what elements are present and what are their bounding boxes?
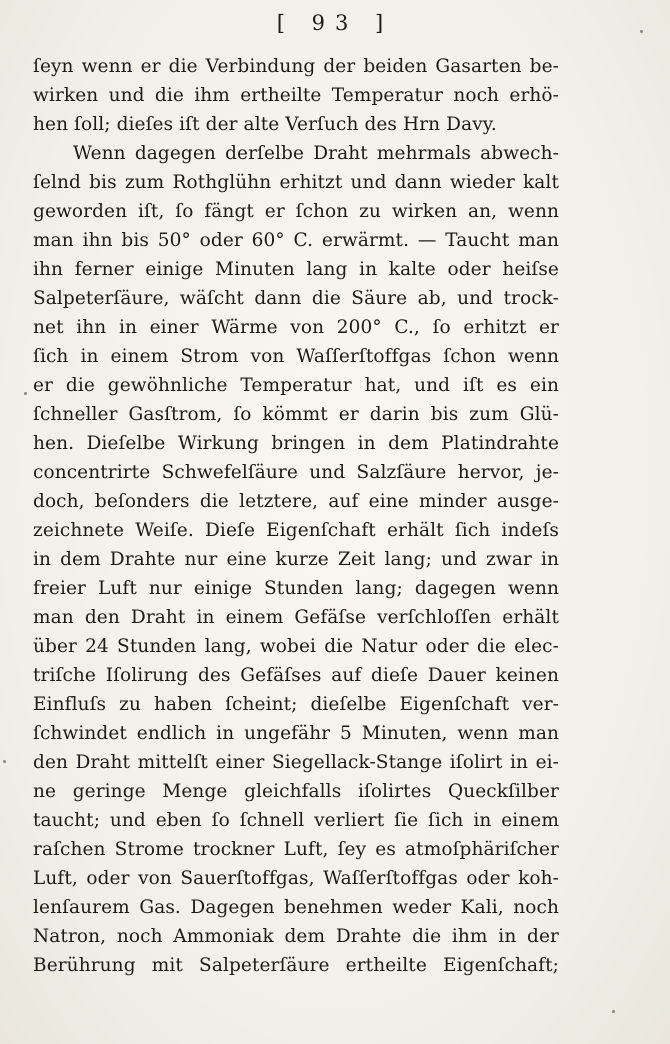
text-line: über 24 Stunden lang, wobei die Natur oder die elec- bbox=[33, 636, 559, 657]
text-line: ſelnd bis zum Rothglühn erhitzt und dann wieder kalt bbox=[33, 172, 559, 193]
text-line: zeichnete Weiſe. Dieſe Eigenſchaft erhält ſich indeſs bbox=[33, 520, 559, 541]
text-line: Natron, noch Ammoniak dem Drahte die ihm in der bbox=[33, 926, 559, 947]
body-text bbox=[33, 52, 559, 980]
text-line: er die gewöhnliche Temperatur hat, und iſt es ein bbox=[33, 375, 559, 396]
text-line: ſchneller Gasſtrom, ſo kömmt er darin bis zum Glü- bbox=[33, 404, 559, 425]
page-number: [ 93 ] bbox=[276, 11, 394, 35]
text-line: hen. Dieſelbe Wirkung bringen in dem Platindrahte bbox=[33, 433, 559, 454]
text-line: ſchwindet endlich in ungefähr 5 Minuten, wenn man bbox=[33, 723, 559, 744]
text-line: ſich in einem Strom von Waſſerſtoffgas ſchon wenn bbox=[33, 346, 559, 367]
text-line: Salpeterſäure, wäſcht dann die Säure ab, und trock- bbox=[33, 288, 559, 309]
paper-speck bbox=[640, 30, 643, 33]
text-line: hen ſoll; dieſes iſt der alte Verſuch des Hrn Davy. bbox=[33, 114, 497, 135]
text-line: triſche Iſolirung des Gefäſses auf dieſe Dauer keinen bbox=[33, 665, 559, 686]
text-line: raſchen Strome trockner Luft, ſey es atmoſphäriſcher bbox=[33, 839, 559, 860]
text-line: den Draht mittelſt einer Siegellack-Stange iſolirt in ei- bbox=[33, 752, 559, 773]
text-line: net ihn in einer Wärme von 200° C., ſo erhitzt er bbox=[33, 317, 559, 338]
text-line: Berührung mit Salpeterſäure ertheilte Eigenſchaft; bbox=[33, 955, 559, 976]
text-line: ne geringe Menge gleichfalls iſolirtes Queckſilber bbox=[33, 781, 559, 802]
text-line: lenſaurem Gas. Dagegen benehmen weder Kali, noch bbox=[33, 897, 559, 918]
text-line: ihn ferner einige Minuten lang in kalte oder heiſse bbox=[33, 259, 559, 280]
paper-speck bbox=[24, 392, 27, 395]
text-line: Luft, oder von Sauerſtoffgas, Waſſerſtoffgas oder koh- bbox=[33, 868, 559, 889]
text-line: taucht; und eben ſo ſchnell verliert ſie ſich in einem bbox=[33, 810, 559, 831]
text-line: freier Luft nur einige Stunden lang; dagegen wenn bbox=[33, 578, 559, 599]
text-line: concentrirte Schwefelſäure und Salzſäure hervor, je- bbox=[33, 462, 559, 483]
text-line: Einfluſs zu haben ſcheint; dieſelbe Eigenſchaft ver- bbox=[33, 694, 559, 715]
text-line: geworden iſt, ſo fängt er ſchon zu wirken an, wenn bbox=[33, 201, 559, 222]
paragraph-first-line: Wenn dagegen derſelbe Draht mehrmals abwech- bbox=[73, 143, 559, 164]
text-line: man ihn bis 50° oder 60° C. erwärmt. — Taucht man bbox=[33, 230, 559, 251]
text-line: doch, beſonders die letztere, auf eine minder ausge- bbox=[33, 491, 559, 512]
text-line: wirken und die ihm ertheilte Temperatur noch erhö- bbox=[33, 85, 559, 106]
paper-speck bbox=[3, 760, 6, 763]
text-line: ſeyn wenn er die Verbindung der beiden Gasarten be- bbox=[33, 56, 559, 77]
paper-speck bbox=[612, 1010, 615, 1013]
text-line: in dem Drahte nur eine kurze Zeit lang; und zwar in bbox=[33, 549, 559, 570]
text-line: man den Draht in einem Gefäſse verſchloſſen erhält bbox=[33, 607, 559, 628]
